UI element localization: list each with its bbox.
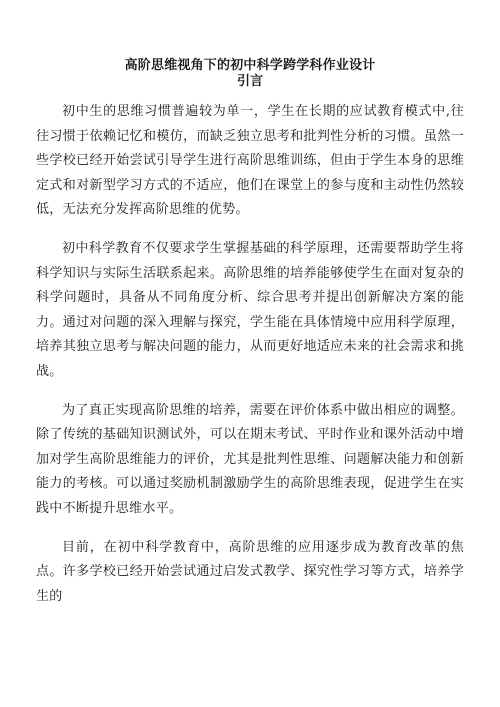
document-title: 高阶思维视角下的初中科学跨学科作业设计 (124, 58, 376, 73)
paragraph-3: 为了真正实现高阶思维的培养，需要在评价体系中做出相应的调整。除了传统的基础知识测试外，可以在期末考试、平时作业和课外活动中增加对学生高阶思维能力的评价，尤其是批判性思维、问题解决能力和创新能力的考核。可以通过奖励机制激励学生的高阶思维表现，促进学生在实践中不断提升思维水平。 (36, 402, 464, 516)
section-heading: 引言 (236, 74, 263, 89)
paragraph-2: 初中科学教育不仅要求学生掌握基础的科学原理，还需要帮助学生将科学知识与实际生活联系起来。高阶思维的培养能够使学生在面对复杂的科学问题时，具备从不同角度分析、综合思考并提出创新解决方案的能力。通过对问题的深入理解与探究，学生能在具体情境中应用科学原理，培养其独立思考与解决问题的能力，从而更好地适应未来的社会需求和挑战。 (36, 240, 464, 379)
paragraph-1: 初中生的思维习惯普遍较为单一，学生在长期的应试教育模式中,往往习惯于依赖记忆和模仿，而缺乏独立思考和批判性分析的习惯。虽然一些学校已经开始尝试引导学生进行高阶思维训练，但由于学生本身的思维定式和对新型学习方式的不适应，他们在课堂上的参与度和主动性仍然较低，无法充分发挥高阶思维的优势。 (36, 104, 464, 218)
paragraph-4: 目前，在初中科学教育中，高阶思维的应用逐步成为教育改革的焦点。许多学校已经开始尝试通过启发式教学、探究性学习等方式，培养学生的 (36, 539, 464, 604)
